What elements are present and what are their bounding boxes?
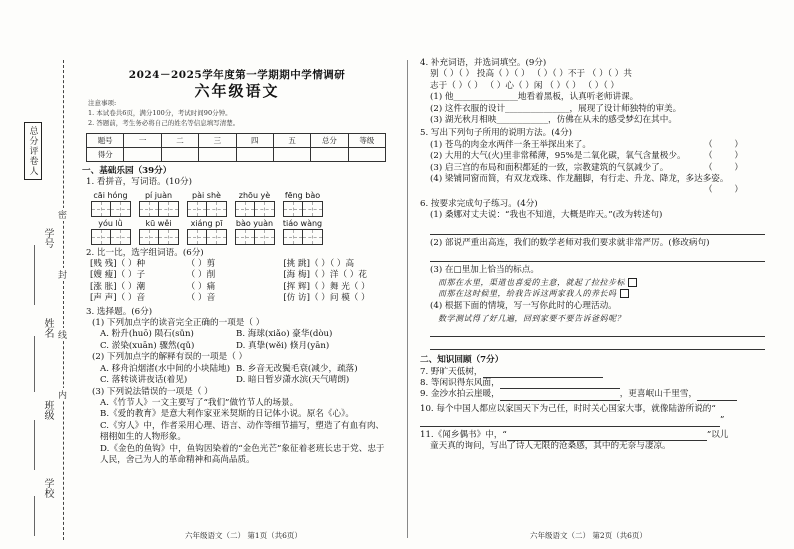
question-label: 2. 比一比，选字组词语。(6分) — [86, 247, 204, 258]
tian-grid[interactable] — [283, 201, 323, 217]
score-header: 等级 — [348, 133, 385, 147]
score-cell[interactable] — [311, 147, 348, 161]
answer-bracket[interactable]: （ ） — [703, 151, 743, 162]
name-line[interactable] — [34, 336, 35, 392]
seal-char: 密 — [56, 210, 66, 219]
method-text: (2) 大用的大气(火)里非常稀薄，95%是二氧化碳，氧气含量极少。 — [430, 151, 686, 162]
option[interactable]: C. 淤染(xuān) 骤然(qǔ) — [100, 340, 195, 351]
answer-line[interactable] — [430, 224, 765, 235]
recall-text: 9. 金沙水拍云崖暖， — [420, 389, 500, 400]
pinyin-item — [234, 190, 275, 217]
note-item: 2. 答题前，考生务必将自己的姓名等信息填写清楚。 — [88, 118, 240, 127]
page-footer-left: 六年级语文（二） 第1页（共6页） — [185, 531, 302, 540]
option[interactable]: C. 落转谈讲夜话(着见) — [100, 375, 188, 386]
pinyin-item — [90, 190, 131, 217]
method-text: (3) 启三宫的布局和面积都延的一致，宗教建筑的气氛减少了。 — [430, 162, 669, 173]
situation-text: 数学测试得了好几遍，回到家要不要告诉爸妈呢？ — [438, 313, 625, 323]
exam-title: 2024－2025学年度第一学期期中学情调研 — [128, 69, 346, 81]
sentence-task: (4) 根据下面的情境，写一写你此时的心理活动。 — [430, 301, 617, 312]
pinyin: pài shè — [192, 190, 221, 200]
score-header: 三 — [199, 133, 236, 147]
options-grid — [100, 364, 372, 387]
tian-grid[interactable] — [283, 229, 323, 245]
pinyin-item — [90, 218, 131, 245]
score-header: 五 — [273, 133, 310, 147]
fill-sentence[interactable]: (1) 他_______________地看着黑板，认真听老师讲课。 — [430, 92, 639, 103]
student-id-line[interactable] — [34, 245, 35, 305]
pinyin-item — [186, 190, 227, 217]
recall-text: 童天真的询问，写出了诗人无限的沧桑感，其中的无奈与凄凉。 — [430, 440, 671, 451]
compare-item[interactable]: （ ）剪 — [186, 259, 216, 270]
school-line[interactable] — [34, 496, 35, 536]
recall-item[interactable] — [420, 415, 765, 426]
compare-item[interactable]: [挥 辉]（ ）舞 光（ ） — [283, 281, 370, 292]
recall-text: ”以儿 — [706, 429, 729, 440]
word-fill-line[interactable]: 志于（ ）（ ） （ ）心（ ）闲 （ ）（ ） （ ）（ ） — [430, 80, 620, 91]
answer-bracket[interactable]: （ ） — [703, 162, 743, 173]
recall-item[interactable] — [420, 430, 765, 441]
compare-item[interactable]: [挑 跳]（ ）（ ）高 — [283, 259, 355, 270]
pinyin-item — [282, 218, 323, 245]
punct-box[interactable] — [628, 278, 637, 287]
compare-item[interactable]: [海 梅]（ ）洋（ ）花 — [283, 270, 367, 281]
answer-line[interactable] — [430, 326, 765, 337]
pinyin-row — [90, 218, 392, 245]
score-table — [86, 133, 386, 162]
option[interactable]: A. 粉升(huō) 陨石(sǔn) — [100, 329, 194, 340]
score-box: 总分评卷人 — [24, 122, 42, 180]
recall-item[interactable] — [420, 378, 765, 389]
answer-line[interactable] — [420, 426, 720, 427]
recall-text: 7. 野旷天低树， — [420, 366, 483, 377]
recall-text: 11.《闻乡偶书》中，“ — [420, 429, 507, 440]
punct-line: 而那在水里，渠道也喜爱的主意，就起了拉拉步标 — [438, 277, 625, 287]
student-id-label: 学号 — [42, 228, 53, 248]
score-header: 题号 — [87, 133, 124, 147]
compare-item[interactable]: （ ）削 — [186, 270, 216, 281]
answer-line[interactable] — [500, 400, 620, 401]
tian-grid[interactable] — [235, 229, 275, 245]
score-cell[interactable] — [124, 147, 161, 161]
section-title: 一、基础乐园（39分） — [82, 165, 172, 176]
column-divider — [407, 60, 408, 538]
sub-question: (2) 下列加点字的解释有误的一项是（ ） — [92, 352, 248, 363]
tian-grid[interactable] — [139, 229, 179, 245]
answer-bracket[interactable]: （ ） — [703, 139, 743, 150]
pinyin: fēng bào — [284, 190, 321, 200]
pinyin-item — [282, 190, 323, 217]
score-row-label: 得分 — [87, 147, 124, 161]
note-item: 1. 本试卷共6页，满分100分，考试时间90分钟。 — [88, 108, 232, 117]
answer-line[interactable] — [430, 251, 765, 262]
pinyin: tiáo wàng — [282, 218, 323, 228]
score-cell[interactable] — [161, 147, 198, 161]
punctuation-text — [438, 288, 765, 299]
score-header: 总分 — [311, 133, 348, 147]
section-title: 二、知识回顾（7分） — [420, 355, 504, 366]
compare-item[interactable]: [贱 残]（ ）种 — [90, 259, 146, 270]
seal-char: 线 — [56, 330, 66, 339]
option[interactable]: A.《竹节人》一文主要写了“我们”做竹节人的场景。 — [100, 397, 299, 408]
option[interactable]: D. 真挚(wěi) 倏月(yān) — [236, 340, 330, 351]
method-text: (1) 苍鸟的肉金水两伴一条王举探出来了。 — [430, 139, 591, 150]
question-label: 1. 看拼音，写词语。(10分) — [86, 177, 192, 188]
sub-question: (3) 下列说法错误的一项是（ ） — [92, 386, 213, 397]
right-column — [420, 58, 765, 538]
pinyin: kū wěi — [145, 218, 172, 228]
option[interactable]: B.《爱的教育》是意大利作家亚米契斯的日记体小说。原名《心》。 — [100, 409, 354, 420]
recall-text: ” — [720, 415, 725, 426]
exam-subject: 六年级语文 — [194, 82, 280, 101]
punct-box[interactable] — [620, 289, 629, 298]
char-compare-grid — [90, 259, 380, 305]
answer-line[interactable] — [430, 339, 765, 350]
tian-grid[interactable] — [187, 229, 227, 245]
method-item[interactable] — [430, 140, 765, 151]
class-line[interactable] — [34, 420, 35, 470]
pinyin-item — [138, 190, 179, 217]
option[interactable]: D. 暗日暂岁潇水滨(天气晴朗) — [236, 375, 350, 386]
tian-grid[interactable] — [235, 201, 275, 217]
pinyin: xiáng pī — [190, 218, 223, 228]
sentence-task: (2) 部说严重出高连，我们的数学老师对我们要求就非常严厉。(修改病句) — [430, 237, 710, 248]
notes-title: 注意事项: — [88, 98, 117, 107]
sentence-task: (1) 桑娜对丈夫说：“我也不知道，大概是昨天。”(改为转述句) — [430, 210, 663, 221]
pinyin-item — [186, 218, 227, 245]
question-label: 5. 写出下列句子所用的说明方法。(4分) — [420, 128, 573, 139]
score-cell[interactable] — [348, 147, 385, 161]
option[interactable]: D.《金色的鱼钩》中，鱼钩因染着的“金色光芒”象征着老班长忠于党、忠于人民，舍己为人的革命精神和高尚品质。 — [100, 443, 385, 465]
pinyin-row — [90, 190, 392, 217]
pinyin: cāi hóng — [93, 190, 128, 200]
fill-sentence[interactable]: (3) 湖光秋月相映____________，仿佛在从未的感受梦幻在其中。 — [430, 115, 677, 126]
seal-char: 封 — [56, 270, 66, 279]
score-header: 一 — [124, 133, 161, 147]
compare-item[interactable]: （ ）痛 — [186, 281, 216, 292]
compare-item[interactable]: （ ）音 — [186, 293, 216, 304]
answer-bracket[interactable]: （ ） — [703, 185, 743, 196]
fill-sentence[interactable]: (2) 这件衣服的设计_______________，展现了设计师独特的审美。 — [430, 103, 682, 114]
method-item[interactable] — [430, 163, 765, 174]
tian-grid[interactable] — [91, 229, 131, 245]
recall-item[interactable] — [420, 389, 765, 400]
pinyin: pí juàn — [144, 190, 173, 200]
question-label: 4. 补充词语，并选词填空。(9分) — [420, 58, 547, 68]
compare-item[interactable]: [嫂 瘦]（ ）子 — [90, 270, 146, 281]
recall-text: 8. 等闲识得东风面， — [420, 377, 500, 388]
option[interactable]: A. 移舟泊烟渚(水中间的小块陆地) — [100, 363, 231, 374]
compare-item[interactable]: [涨 胀]（ ）潮 — [90, 281, 146, 292]
score-cell[interactable] — [273, 147, 310, 161]
seal-char: 内 — [56, 390, 66, 399]
school-label: 学校 — [42, 478, 53, 498]
answer-line[interactable] — [697, 400, 737, 401]
sentence-task: (3) 在□里加上恰当的标点。 — [430, 265, 539, 276]
punct-line: 而那在这时候里，给我告诉这两家我人的养长吗 — [438, 288, 617, 298]
pinyin-item — [234, 218, 275, 245]
seal-dashed-line — [63, 60, 64, 540]
option[interactable]: B. 乡音无改鬓毛衰(减少，疏落) — [236, 363, 358, 374]
score-cell[interactable] — [199, 147, 236, 161]
word-fill-line[interactable]: 别（ ）（ ） 投高（ ）（ ） （ ）（ ）不于 （ ）（ ）共 — [430, 69, 632, 80]
class-label: 班级 — [42, 400, 53, 420]
pinyin: yóu lǜ — [98, 218, 123, 228]
tian-grid[interactable] — [91, 201, 131, 217]
name-label: 姓名 — [42, 318, 53, 338]
binding-strip — [0, 0, 70, 549]
question-label: 6. 按要求完成句子练习。(4分) — [420, 198, 538, 209]
recall-text: ，更喜岷山千里雪， — [619, 389, 698, 400]
score-cell[interactable] — [236, 147, 273, 161]
recall-item[interactable] — [420, 367, 765, 378]
left-column — [82, 58, 392, 538]
pinyin-item — [138, 218, 179, 245]
sub-question: (1) 下列加点字的读音完全正确的一项是（ ） — [92, 318, 265, 329]
method-text: (4) 梁铺同窗而简，有双龙戏珠、作龙翻脚，有行走、升龙、降龙，多达多姿。 — [430, 174, 729, 185]
pinyin: zhōu yè — [238, 190, 271, 200]
option[interactable]: C.《穷人》中，作者采用心理、语言、动作等细节描写，塑造了有血有肉、栩栩如生的人物形象。 — [100, 420, 385, 443]
score-header: 四 — [236, 133, 273, 147]
method-item[interactable] — [430, 151, 765, 162]
option[interactable]: B. 海球(xiǎo) 豪华(dòu) — [236, 329, 333, 340]
compare-item[interactable]: [仿 访]（ ）问 模（ ） — [283, 293, 370, 304]
tian-grid[interactable] — [187, 201, 227, 217]
score-header: 二 — [161, 133, 198, 147]
recall-item[interactable] — [420, 404, 765, 415]
recall-text: 10. 每个中国人都应以家国天下为己任，时时关心国家大事，就像陆游所说的“ — [420, 403, 716, 414]
question-label: 3. 选择题。(6分) — [86, 306, 153, 317]
options-grid — [100, 329, 372, 352]
compare-item[interactable]: [声 声]（ ）音 — [90, 293, 146, 304]
tian-grid[interactable] — [139, 201, 179, 217]
pinyin: bào yuàn — [235, 218, 274, 228]
method-item[interactable] — [430, 174, 765, 185]
page-footer-right: 六年级语文（二） 第2页（共6页） — [530, 531, 647, 540]
punctuation-text — [438, 277, 765, 288]
